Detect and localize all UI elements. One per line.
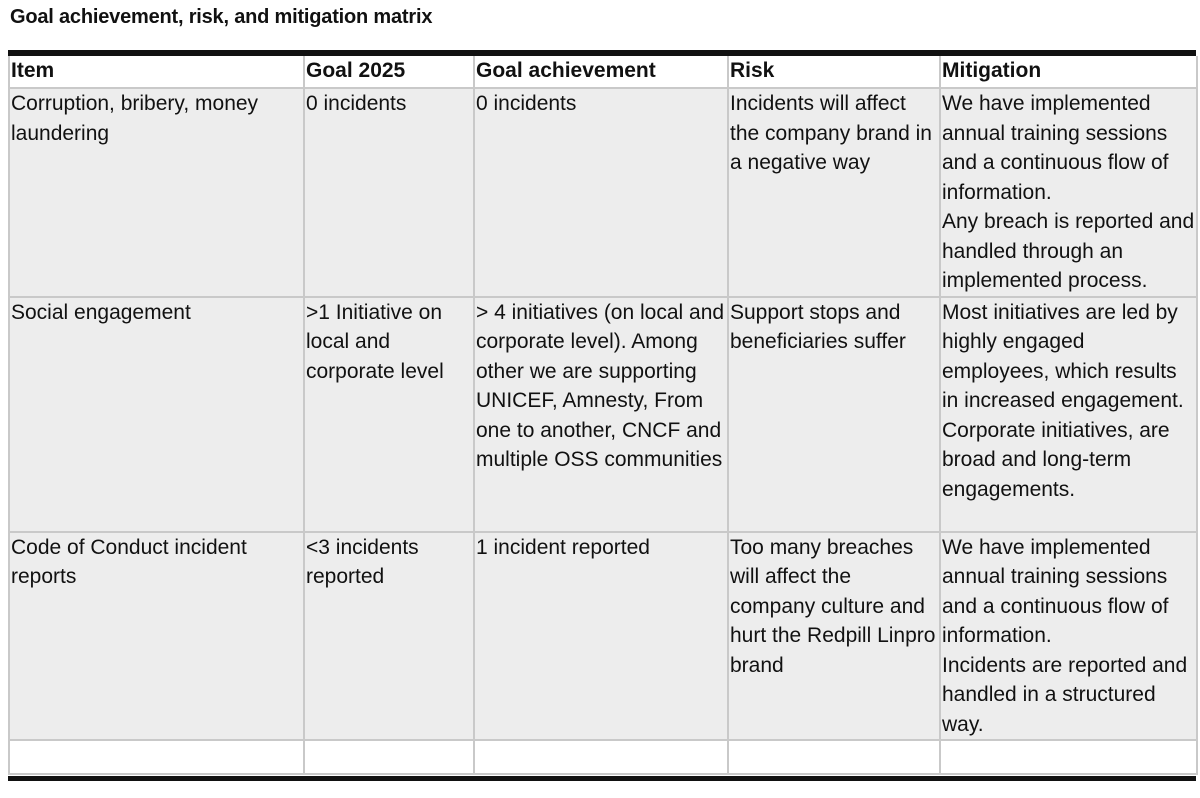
cell-achievement: 0 incidents xyxy=(474,88,728,297)
empty-cell xyxy=(940,740,1197,774)
header-item: Item xyxy=(9,56,304,88)
empty-cell xyxy=(9,740,304,774)
header-risk: Risk xyxy=(728,56,940,88)
mitigation-text: We have implemented annual training sessions and a continuous flow of information. xyxy=(942,92,1169,204)
header-goal-achievement: Goal achievement xyxy=(474,56,728,88)
mitigation-extra-text: Any breach is reported and handled through an implemented process. xyxy=(942,210,1195,292)
table-row xyxy=(9,297,1197,532)
cell-risk: Support stops and beneficiaries suffer xyxy=(728,297,940,532)
bottom-rule xyxy=(8,776,1196,781)
empty-cell xyxy=(304,740,474,774)
cell-item: Social engagement xyxy=(9,297,304,532)
cell-goal: >1 Initiative on local and corporate level xyxy=(304,297,474,532)
header-goal-2025: Goal 2025 xyxy=(304,56,474,88)
cell-mitigation xyxy=(940,532,1197,741)
cell-goal: <3 incidents reported xyxy=(304,532,474,741)
cell-achievement: 1 incident reported xyxy=(474,532,728,741)
table-header-row xyxy=(9,56,1197,88)
goal-risk-matrix-table xyxy=(8,56,1198,775)
cell-mitigation xyxy=(940,88,1197,297)
cell-goal: 0 incidents xyxy=(304,88,474,297)
header-mitigation: Mitigation xyxy=(940,56,1197,88)
mitigation-text: Most initiatives are led by highly engaged employees, which results in increased engagement. Corporate initiatives, are broad and long-term engagements. xyxy=(942,300,1184,501)
table-row xyxy=(9,532,1197,741)
cell-achievement: > 4 initiatives (on local and corporate level). Among other we are supporting UNICEF, Amnesty, From one to another, CNCF and multiple OSS communities xyxy=(474,297,728,532)
cell-risk: Incidents will affect the company brand in a negative way xyxy=(728,88,940,297)
document-title: Goal achievement, risk, and mitigation matrix xyxy=(10,6,433,28)
table-row xyxy=(9,88,1197,297)
cell-mitigation xyxy=(940,297,1197,532)
empty-cell xyxy=(728,740,940,774)
cell-risk: Too many breaches will affect the company culture and hurt the Redpill Linpro brand xyxy=(728,532,940,741)
empty-cell xyxy=(474,740,728,774)
mitigation-extra-text: Incidents are reported and handled in a structured way. xyxy=(942,653,1188,736)
table-empty-row xyxy=(9,740,1197,774)
cell-item: Corruption, bribery, money laundering xyxy=(9,88,304,297)
mitigation-text: We have implemented annual training sessions and a continuous flow of information. xyxy=(942,535,1169,647)
cell-item: Code of Conduct incident reports xyxy=(9,532,304,741)
